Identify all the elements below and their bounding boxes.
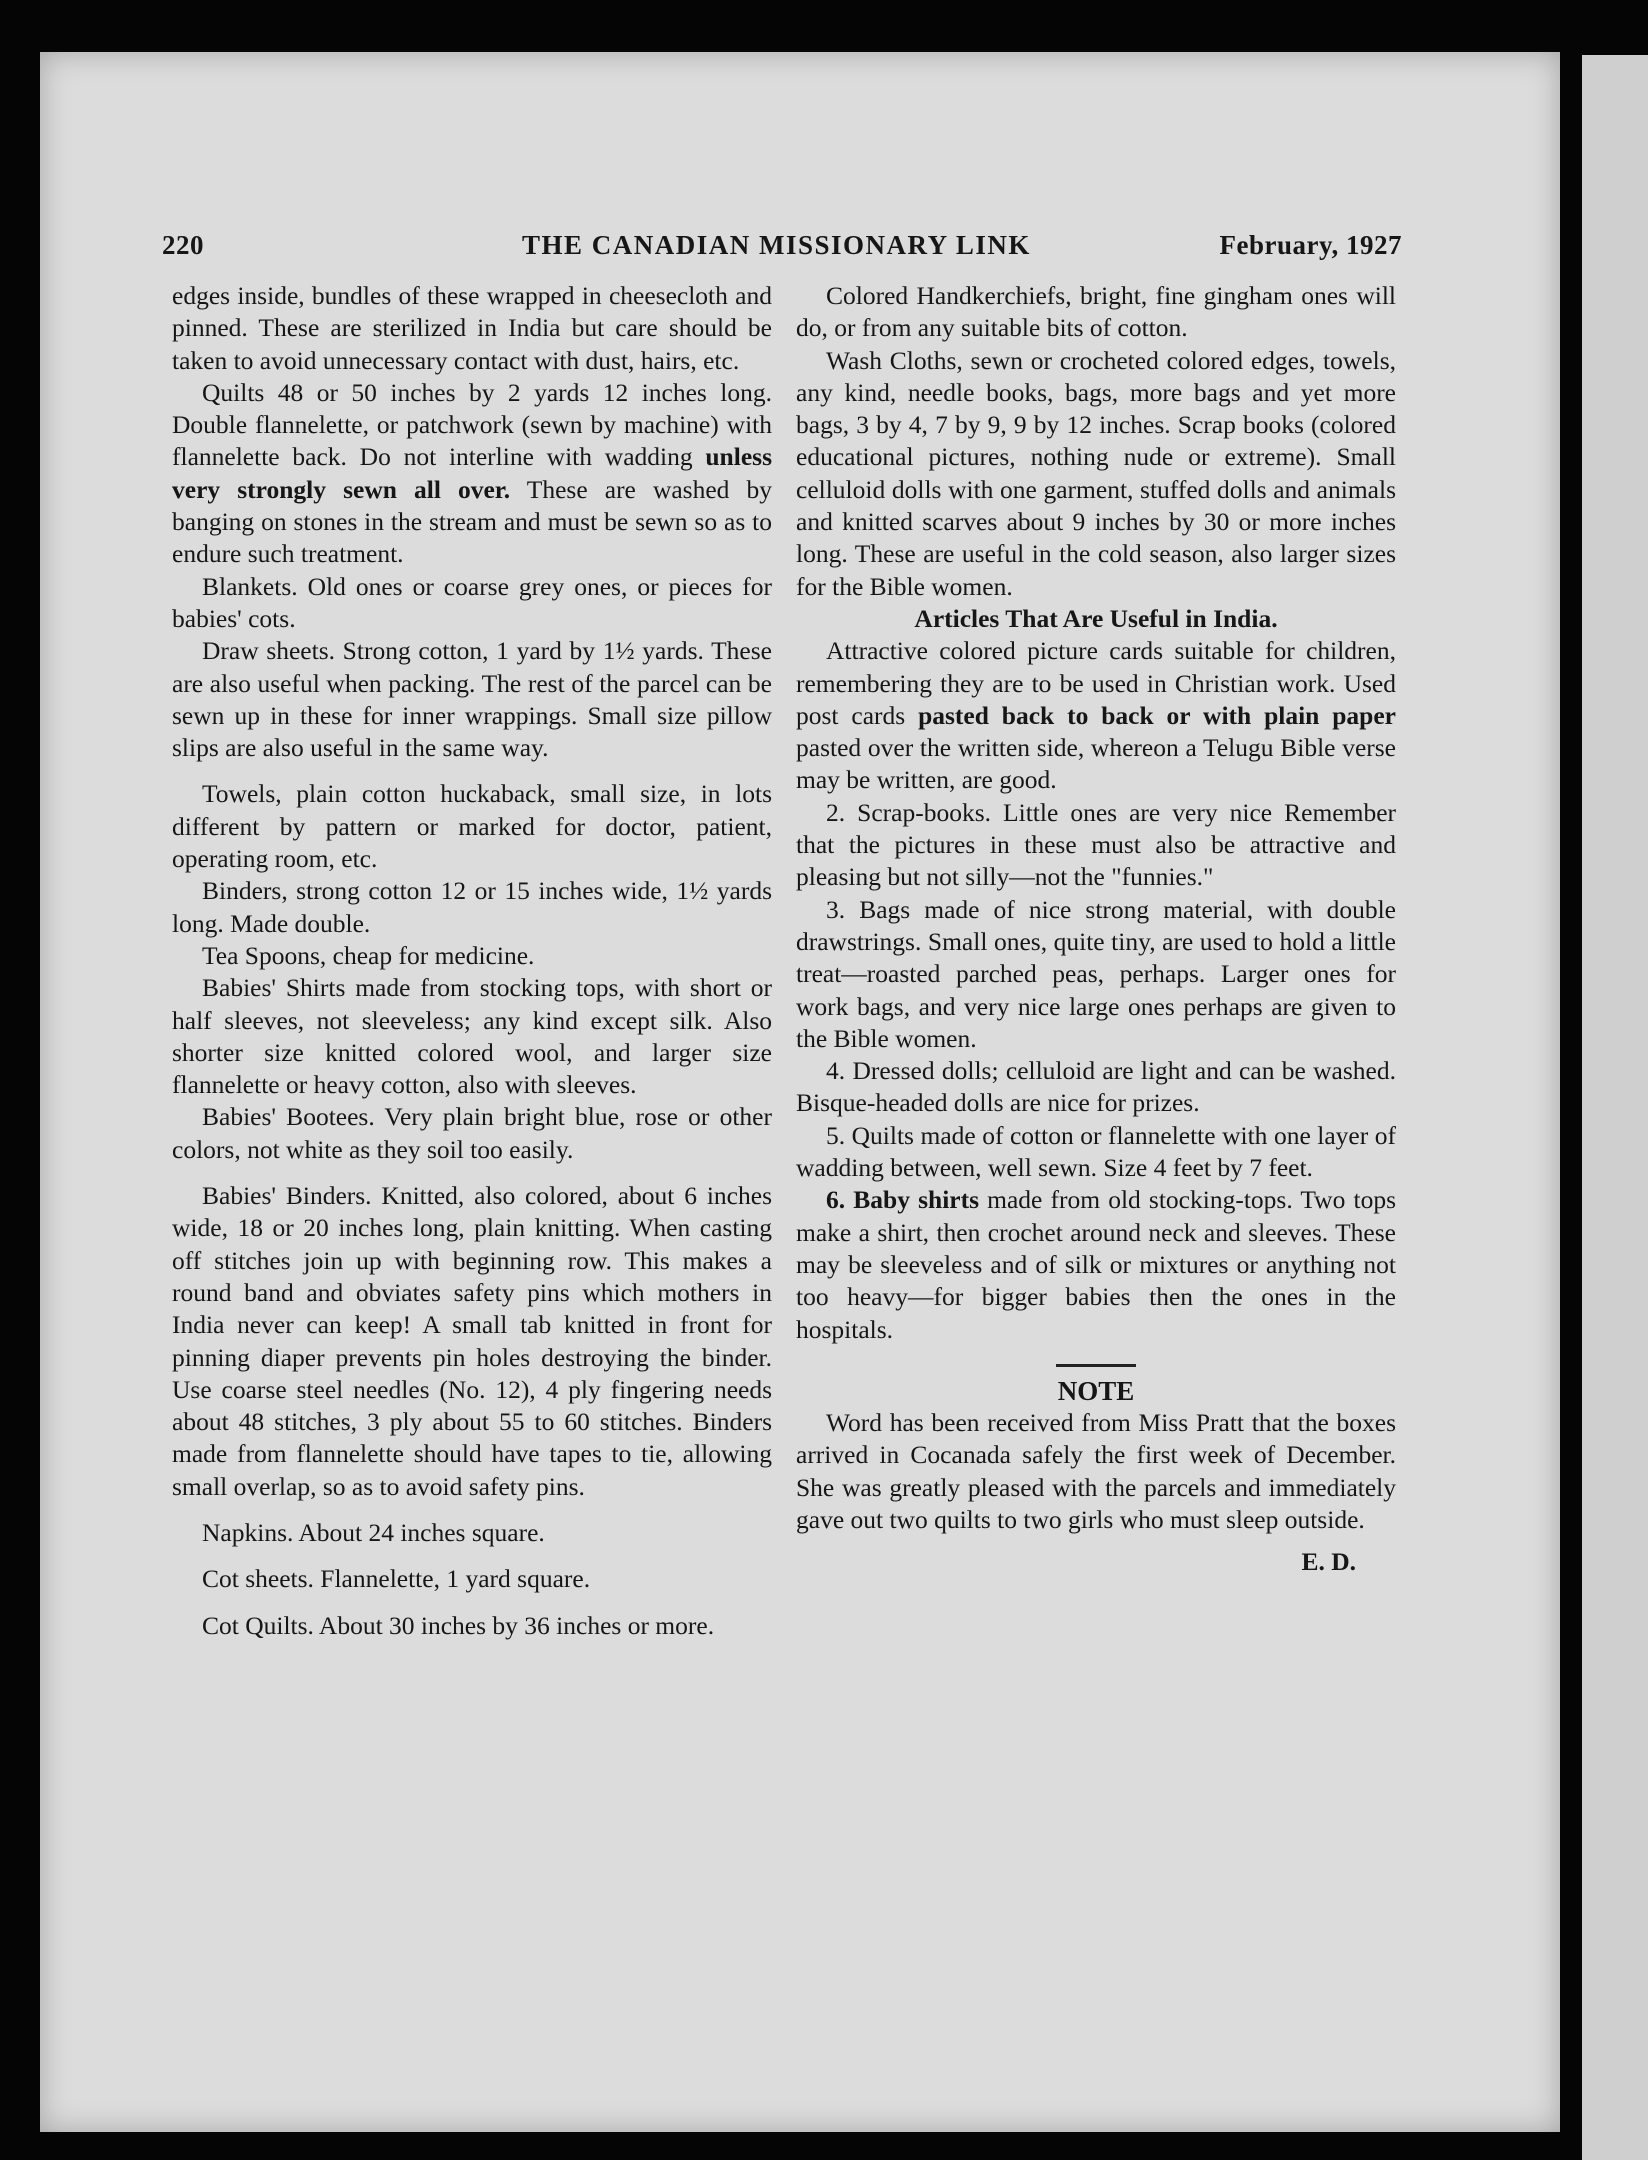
- paragraph: edges inside, bundles of these wrapped in cheesecloth and pinned. These are sterilized in India but care should be taken to avoid unnecessary contact with dust, hairs, etc.: [172, 281, 772, 375]
- signature: E. D.: [1301, 1547, 1356, 1577]
- paragraph-blankets: Blankets. Old ones or coarse grey ones, or pieces for babies' cots.: [172, 571, 772, 633]
- list-item: [796, 635, 1396, 796]
- paragraph-wash-cloths: Wash Cloths, sewn or crocheted colored edges, towels, any kind, needle books, bags, more bags and yet more bags, 3 by 4, 7 by 9, 9 by 12 inches. Scrap books (colored educational pictures, nothing nude or extreme). Small celluloid dolls with one garment, stuffed dolls and animals and knitted scarves about 9 inches by 30 or more inches long. These are useful in the cold season, also larger sizes for the Bible women.: [796, 345, 1396, 601]
- text-run: Attractive colored picture cards suitable for children, remembering they are to be used in Christian work. Used post cards: [796, 636, 1396, 730]
- paragraph-babies-shirts: Babies' Shirts made from stocking tops, with short or half sleeves, not sleeveless; any kind except silk. Also shorter size knitted colored wool, and larger size flannelette or heavy cotton, also with sleeves.: [172, 973, 772, 1100]
- paragraph-binders: Binders, strong cotton 12 or 15 inches wide, 1½ yards long. Made double.: [172, 876, 772, 938]
- paragraph-draw-sheets: Draw sheets. Strong cotton, 1 yard by 1½ yards. These are also useful when packing. The rest of the parcel can be sewn up in these for inner wrappings. Small size pillow slips are also useful in the same way.: [172, 636, 772, 763]
- text-run: pasted over the written side, whereon a Telugu Bible verse may be written, are good.: [796, 733, 1396, 795]
- paragraph-tea-spoons: Tea Spoons, cheap for medicine.: [202, 940, 535, 970]
- note-paragraph: Word has been received from Miss Pratt that the boxes arrived in Cocanada safely the first week of December. She was greatly pleased with the parcels and immediately gave out two quilts to two girls who must sleep outside.: [796, 1408, 1396, 1534]
- list-item: 2. Scrap-books. Little ones are very nice Remember that the pictures in these must also be attractive and pleasing but not silly—not the "funnies.": [796, 797, 1396, 892]
- paragraph-babies-binders: Babies' Binders. Knitted, also colored, about 6 inches wide, 18 or 20 inches long, plain knitting. When casting off stitches join up with beginning row. This makes a round band and obviates safety pins which mothers in India never can keep! A small tab knitted in front for pinning diaper prevents pin holes destroying the binder. Use coarse steel needles (No. 12), 4 ply fingering needs about 48 stitches, 3 ply about 55 to 60 stitches. Binders made from flannelette should have tapes to tie, allowing small overlap, so as to avoid safety pins.: [172, 1181, 772, 1501]
- list-item: [796, 1184, 1396, 1345]
- issue-date: February, 1927: [1219, 230, 1402, 260]
- paragraph-babies-bootees: Babies' Bootees. Very plain bright blue, rose or other colors, not white as they soil too easily.: [172, 1102, 772, 1164]
- bold-text: 6. Baby shirts: [826, 1185, 980, 1215]
- magazine-title: THE CANADIAN MISSIONARY LINK: [522, 230, 1031, 260]
- left-column: [172, 280, 772, 1642]
- text-run: Quilts 48 or 50 inches by 2 yards 12 inches long. Double flannelette, or patchwork (sewn by machine) with flannelette back. Do not interline with wadding: [172, 377, 772, 472]
- bold-text: pasted back to back or with plain paper: [918, 700, 1396, 730]
- section-divider: [1056, 1364, 1136, 1367]
- paragraph-napkins: Napkins. About 24 inches square.: [202, 1517, 545, 1547]
- text-run: made from old stocking-tops. Two tops make a shirt, then crochet around neck and sleeves. These may be sleeveless and of silk or mixtures or anything not too heavy—for bigger babies then the ones in the hospitals.: [796, 1185, 1396, 1344]
- paragraph-handkerchiefs: Colored Handkerchiefs, bright, fine gingham ones will do, or from any suitable bits of cotton.: [796, 281, 1396, 343]
- list-item: 4. Dressed dolls; celluloid are light and can be washed. Bisque-headed dolls are nice for prizes.: [796, 1056, 1396, 1118]
- section-heading: Articles That Are Useful in India.: [914, 603, 1278, 633]
- paragraph-cot-quilts: Cot Quilts. About 30 inches by 36 inches or more.: [202, 1610, 715, 1640]
- right-column: [796, 280, 1396, 1579]
- paragraph-cot-sheets: Cot sheets. Flannelette, 1 yard square.: [202, 1564, 591, 1594]
- list-item: 3. Bags made of nice strong material, with double drawstrings. Small ones, quite tiny, are used to hold a little treat—roasted parched peas, perhaps. Larger ones for work bags, and very nice large ones perhaps are given to the Bible women.: [796, 894, 1396, 1053]
- paragraph-quilts: [172, 377, 772, 571]
- paragraph-towels: Towels, plain cotton huckaback, small size, in lots different by pattern or marked for doctor, patient, operating room, etc.: [172, 779, 772, 874]
- bold-text: unless very strongly sewn all over.: [172, 442, 772, 504]
- page-number: 220: [162, 230, 204, 260]
- text-run: These are washed by banging on stones in the stream and must be sewn so as to endure such treatment.: [172, 474, 773, 569]
- note-heading: NOTE: [1057, 1375, 1135, 1406]
- adjacent-page-edge: [1582, 55, 1648, 2160]
- running-header: [162, 230, 1402, 264]
- list-item: 5. Quilts made of cotton or flannelette with one layer of wadding between, well sewn. Size 4 feet by 7 feet.: [796, 1120, 1396, 1183]
